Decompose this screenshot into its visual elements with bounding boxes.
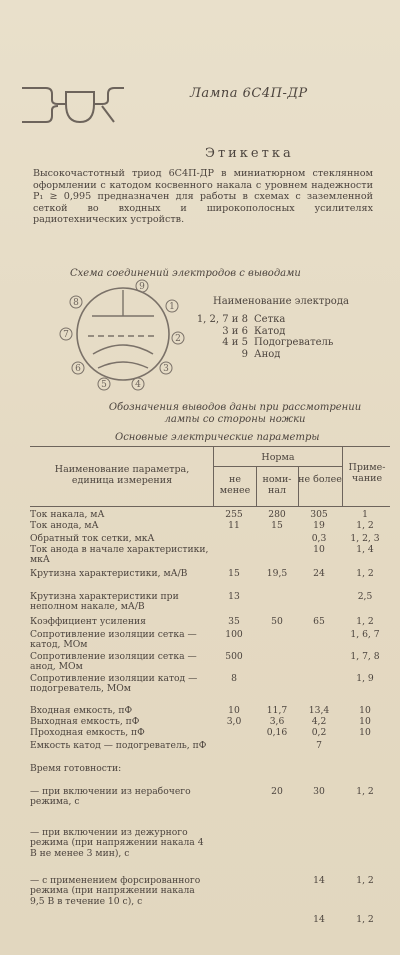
remark: 10 [359, 727, 371, 738]
param-name: Крутизна характеристики при неполном накале, мА/В [30, 591, 179, 613]
value-nom: 0,16 [266, 727, 288, 738]
param-name: Входная емкость, пФ [30, 705, 133, 716]
param-name: Ток анода, мА [30, 520, 99, 531]
value-min: 11 [228, 520, 240, 531]
tube-title: Лампа 6С4П-ДР [190, 86, 308, 101]
value-max: 305 [310, 509, 328, 520]
header-remark: Приме-чание [348, 462, 386, 484]
remark: 1, 2 [356, 875, 374, 886]
electrode-name: Сетка [254, 314, 286, 325]
table-top-rule [30, 446, 390, 447]
value-nom: 20 [271, 786, 283, 797]
electrode-name: Катод [254, 325, 286, 337]
value-max: 0,2 [311, 727, 327, 738]
remark: 1, 2 [356, 568, 374, 579]
description-text: Высокочастотный триод 6С4П-ДР в миниатюрном стеклянном оформлении с катодом косвенного накала с уровнем надежности P₁ ≥ 0,995 предназначен для работы в схемах с заземленной сеткой во входных и широкополосных усилителях радиотехнических устройств. [33, 168, 373, 226]
value-min: 100 [225, 629, 243, 640]
pin-label-7: 7 [63, 330, 69, 340]
scheme-title: Схема соединений электродов с выводами [70, 268, 301, 279]
tube-logo-icon [18, 74, 128, 134]
value-max: 13,4 [308, 705, 330, 716]
pin-label-6: 6 [75, 364, 81, 374]
value-max: 14 [313, 875, 325, 886]
param-name: Ток анода в начале характеристики, мкА [30, 544, 209, 566]
value-min: 10 [228, 705, 240, 716]
param-name: Крутизна характеристики, мА/В [30, 568, 188, 579]
param-name: — при включении из нерабочего режима, с [30, 786, 191, 808]
remark: 1, 2 [356, 520, 374, 531]
pin-label-8: 8 [73, 298, 79, 308]
pin-label-3: 3 [163, 364, 169, 374]
remark: 1, 4 [356, 544, 374, 555]
remark: 2,5 [357, 591, 373, 602]
header-min: не менее [219, 474, 251, 496]
value-max: 65 [313, 616, 325, 627]
value-min: 255 [225, 509, 243, 520]
header-param: Наименование параметра, единица измерения [54, 464, 190, 486]
value-min: 35 [228, 616, 240, 627]
value-nom: 50 [271, 616, 283, 627]
value-nom: 19,5 [266, 568, 288, 579]
value-nom: 11,7 [266, 705, 288, 716]
value-nom: 15 [271, 520, 283, 531]
remark: 10 [359, 716, 371, 727]
remark: 10 [359, 705, 371, 716]
remark: 1, 6, 7 [350, 629, 380, 640]
value-max: 24 [313, 568, 325, 579]
electrode-row [194, 337, 333, 349]
remark: 1, 2 [356, 786, 374, 797]
header-norm: Норма [261, 452, 295, 463]
value-max: 7 [316, 740, 322, 751]
electrode-name: Анод [254, 348, 281, 360]
pin-diagram [48, 276, 198, 392]
norm-rule [213, 466, 343, 467]
value-max: 10 [313, 544, 325, 555]
col-rule [298, 466, 299, 506]
label-heading: Этикетка [205, 146, 294, 161]
remark: 1, 2 [356, 914, 374, 925]
electrode-pins: 4 и 5 [222, 337, 248, 348]
electrode-pins: 1, 2, 7 и 8 [196, 314, 248, 325]
param-name: Коэффициент усиления [30, 616, 146, 627]
value-nom: 3,6 [269, 716, 285, 727]
value-nom: 280 [268, 509, 286, 520]
param-name: Емкость катод — подогреватель, пФ [30, 740, 207, 751]
param-name: Время готовности: [30, 763, 122, 774]
electrode-pins: 9 [241, 348, 248, 360]
header-max: не более [298, 474, 342, 485]
value-min: 13 [228, 591, 240, 602]
electrode-row [194, 349, 333, 361]
param-name: — с применением форсированного режима (при напряжении накала 9,5 В в течение 10 с), с [30, 875, 201, 907]
remark: 1, 2, 3 [350, 533, 380, 544]
remark: 1 [362, 509, 368, 520]
pin-label-5: 5 [101, 380, 107, 390]
electrode-row [194, 326, 333, 338]
value-min: 15 [228, 568, 240, 579]
table-header-rule [30, 506, 390, 507]
pin-label-2: 2 [175, 334, 181, 344]
value-min: 500 [225, 651, 243, 662]
params-title: Основные электрические параметры [115, 432, 320, 443]
value-max: 19 [313, 520, 325, 531]
electrode-list [194, 314, 333, 360]
electrode-header: Наименование электрода [213, 296, 349, 307]
pin-label-1: 1 [169, 302, 175, 312]
param-name: Ток накала, мА [30, 509, 105, 520]
electrode-row [194, 314, 333, 326]
param-name: Сопротивление изоляции катод — подогреватель, МОм [30, 673, 198, 695]
remark: 1, 9 [356, 673, 374, 684]
value-max: 14 [313, 914, 325, 925]
value-max: 0,3 [311, 533, 327, 544]
param-name: Сопротивление изоляции сетка — анод, МОм [30, 651, 197, 673]
param-name: — при включении из дежурного режима (при напряжении накала 4 В не менее 3 мин), с [30, 827, 204, 859]
value-min: 3,0 [226, 716, 242, 727]
electrode-name: Подогреватель [254, 337, 334, 348]
pin-label-4: 4 [135, 380, 141, 390]
param-name: Проходная емкость, пФ [30, 727, 145, 738]
value-max: 4,2 [311, 716, 327, 727]
remark: 1, 7, 8 [350, 651, 380, 662]
value-min: 8 [231, 673, 237, 684]
param-name: Обратный ток сетки, мкА [30, 533, 155, 544]
pin-note: Обозначения выводов даны при рассмотрении лампы со стороны ножки [108, 402, 362, 425]
value-max: 30 [313, 786, 325, 797]
pin-label-9: 9 [139, 282, 145, 292]
electrode-pins: 3 и 6 [222, 325, 248, 337]
header-nom: номи-нал [262, 474, 292, 496]
remark: 1, 2 [356, 616, 374, 627]
param-name: Сопротивление изоляции сетка — катод, МОм [30, 629, 197, 651]
param-name: Выходная емкость, пФ [30, 716, 140, 727]
